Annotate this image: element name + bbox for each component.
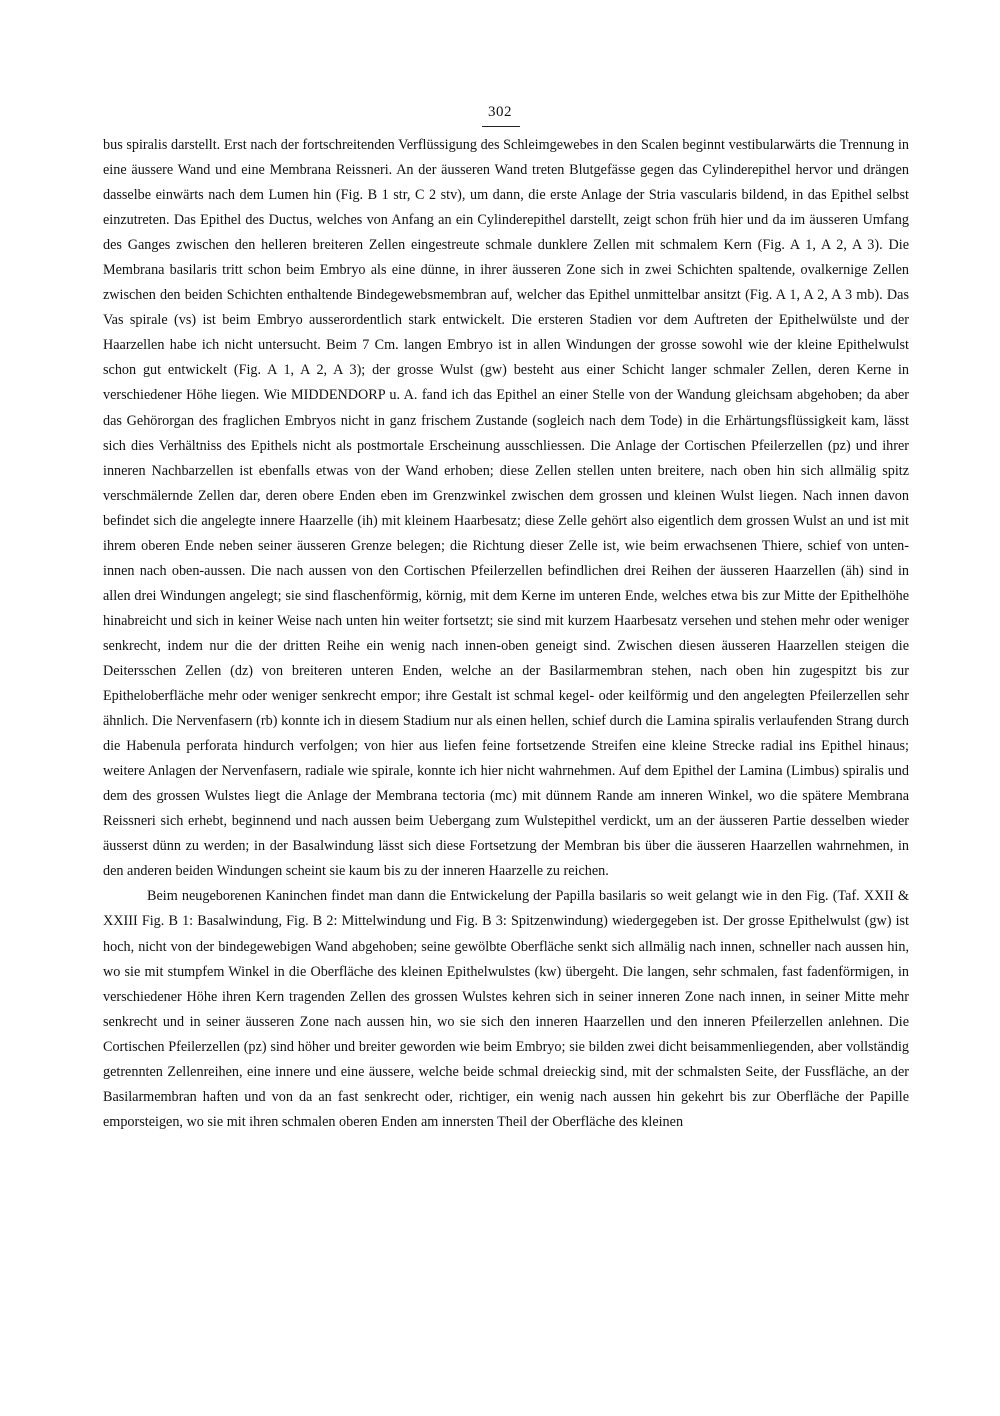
- paragraph-2: Beim neugeborenen Kaninchen findet man dann die Entwickelung der Papilla basilaris so weit gelangt wie in den Fig. (Taf. XXII & XXIII Fig. B 1: Basalwindung, Fig. B 2: Mittelwindung und Fig. B 3: Spitzenwindung) wiedergegeben ist. Der grosse Epithelwulst (gw) ist hoch, nicht von der bindegewebigen Wand abgehoben; seine gewölbte Oberfläche senkt sich allmälig nach innen, schneller nach aussen hin, wo sie mit stumpfem Winkel in die Oberfläche des kleinen Epithelwulstes (kw) übergeht. Die langen, sehr schmalen, fast fadenförmigen, in verschiedener Höhe ihren Kern tragenden Zellen des grossen Wulstes kehren sich in seiner inneren Zone nach innen, in seiner Mitte mehr senkrecht und in seiner äusseren Zone nach aussen hin, wo sie sich den inneren Haarzellen und den inneren Pfeilerzellen anlehnen. Die Cortischen Pfeilerzellen (pz) sind höher und breiter geworden wie beim Embryo; sie bilden zwei dicht beisammenliegenden, aber vollständig getrennten Zellenreihen, eine innere und eine äussere, welche beide schmal dreieckig sind, mit der schmalsten Seite, der Fussfläche, an der Basilarmembran haften und von da an fast senkrecht oder, richtiger, ein wenig nach aussen hin gekehrt bis zur Oberfläche der Papille emporsteigen, wo sie mit ihren schmalen oberen Enden am innersten Theil der Oberfläche des kleinen: [103, 888, 909, 1130]
- paragraph-1: bus spiralis darstellt. Erst nach der fortschreitenden Verflüssigung des Schleimgewebes in den Scalen beginnt vestibularwärts die Trennung in eine äussere Wand und eine Membrana Reissneri. An der äusseren Wand treten Blutgefässe gegen das Cylinderepithel hervor und drängen dasselbe einwärts nach dem Lumen hin (Fig. B 1 str, C 2 stv), um dann, die erste Anlage der Stria vascularis bildend, in das Epithel selbst einzutreten. Das Epithel des Ductus, welches von Anfang an ein Cylinderepithel darstellt, zeigt schon früh hier und da im äusseren Umfang des Ganges zwischen den helleren breiteren Zellen eingestreute schmale dunklere Zellen mit schmalem Kern (Fig. A 1, A 2, A 3). Die Membrana basilaris tritt schon beim Embryo als eine dünne, in ihrer äusseren Zone sich in zwei Schichten spaltende, ovalkernige Zellen zwischen den beiden Schichten enthaltende Bindegewebsmembran auf, welcher das Epithel unmittelbar ansitzt (Fig. A 1, A 2, A 3 mb). Das Vas spirale (vs) ist beim Embryo ausserordentlich stark entwickelt. Die ersteren Stadien vor dem Auftreten der Epithelwülste und der Haarzellen habe ich nicht untersucht. Beim 7 Cm. langen Embryo ist in allen Windungen der grosse sowohl wie der kleine Epithelwulst schon gut entwickelt (Fig. A 1, A 2, A 3); der grosse Wulst (gw) besteht aus einer Schicht langer schmaler Zellen, deren Kerne in verschiedener Höhe liegen. Wie MIDDENDORP u. A. fand ich das Epithel an einer Stelle von der Wandung gleichsam abgehoben; da aber das Gehörorgan des fraglichen Embryos nicht in ganz frischem Zustande (sogleich nach dem Tode) in die Erhärtungsflüssigkeit kam, lässt sich dies Verhältniss des Epithels nicht als postmortale Erscheinung ausschliessen. Die Anlage der Cortischen Pfeilerzellen (pz) und ihrer inneren Nachbarzellen ist ebenfalls etwas von der Wand erhoben; diese Zellen stellen unten breitere, nach oben hin sich allmälig spitz verschmälernde Zellen dar, deren obere Enden eben im Grenzwinkel zwischen dem grossen und kleinen Wulst liegen. Nach innen davon befindet sich die angelegte innere Haarzelle (ih) mit kleinem Haarbesatz; diese Zelle gehört also eigentlich dem grossen Wulst an und ist mit ihrem oberen Ende neben seiner äusseren Grenze belegen; die Richtung dieser Zelle ist, wie beim erwachsenen Thiere, schief von unten-innen nach oben-aussen. Die nach aussen von den Cortischen Pfeilerzellen befindlichen drei Reihen der äusseren Haarzellen (äh) sind in allen drei Windungen angelegt; sie sind flaschenförmig, körnig, mit dem Kerne im unteren Ende, welches etwa bis zur Mitte der Epithelhöhe hinabreicht und sich in keiner Weise nach unten hin weiter fortsetzt; sie sind mit kurzem Haarbesatz versehen und stehen mehr oder weniger senkrecht, indem nur die der dritten Reihe ein wenig nach innen-oben geneigt sind. Zwischen diesen äusseren Haarzellen steigen die Deitersschen Zellen (dz) von breiteren unteren Enden, welche an der Basilarmembran stehen, nach oben hin zugespitzt bis zur Epitheloberfläche mehr oder weniger senkrecht empor; ihre Gestalt ist schmal kegel- oder keilförmig und den angelegten Pfeilerzellen sehr ähnlich. Die Nervenfasern (rb) konnte ich in diesem Stadium nur als einen hellen, schief durch die Lamina spiralis verlaufenden Strang durch die Habenula perforata hindurch verfolgen; von hier aus liefen feine fortsetzende Streifen eine kleine Strecke radial ins Epithel hinaus; weitere Anlagen der Nervenfasern, radiale wie spirale, konnte ich hier nicht wahrnehmen. Auf dem Epithel der Lamina (Limbus) spiralis und dem des grossen Wulstes liegt die Anlage der Membrana tectoria (mc) mit dünnem Rande am inneren Winkel, wo die spätere Membrana Reissneri sich erhebt, beginnend und nach aussen beim Uebergang zum Wulstepithel verdickt, um an der äusseren Partie desselben wieder äusserst dünn zu werden; in der Basalwindung lässt sich diese Fortsetzung der Membran bis über die äusseren Haarzellen wahrnehmen, in den anderen beiden Windungen scheint sie kaum bis zu der inneren Haarzelle zu reichen.: [103, 137, 909, 880]
- page-number: 302: [488, 104, 512, 120]
- body-text: [103, 133, 909, 1135]
- page-number-rule: [482, 126, 520, 127]
